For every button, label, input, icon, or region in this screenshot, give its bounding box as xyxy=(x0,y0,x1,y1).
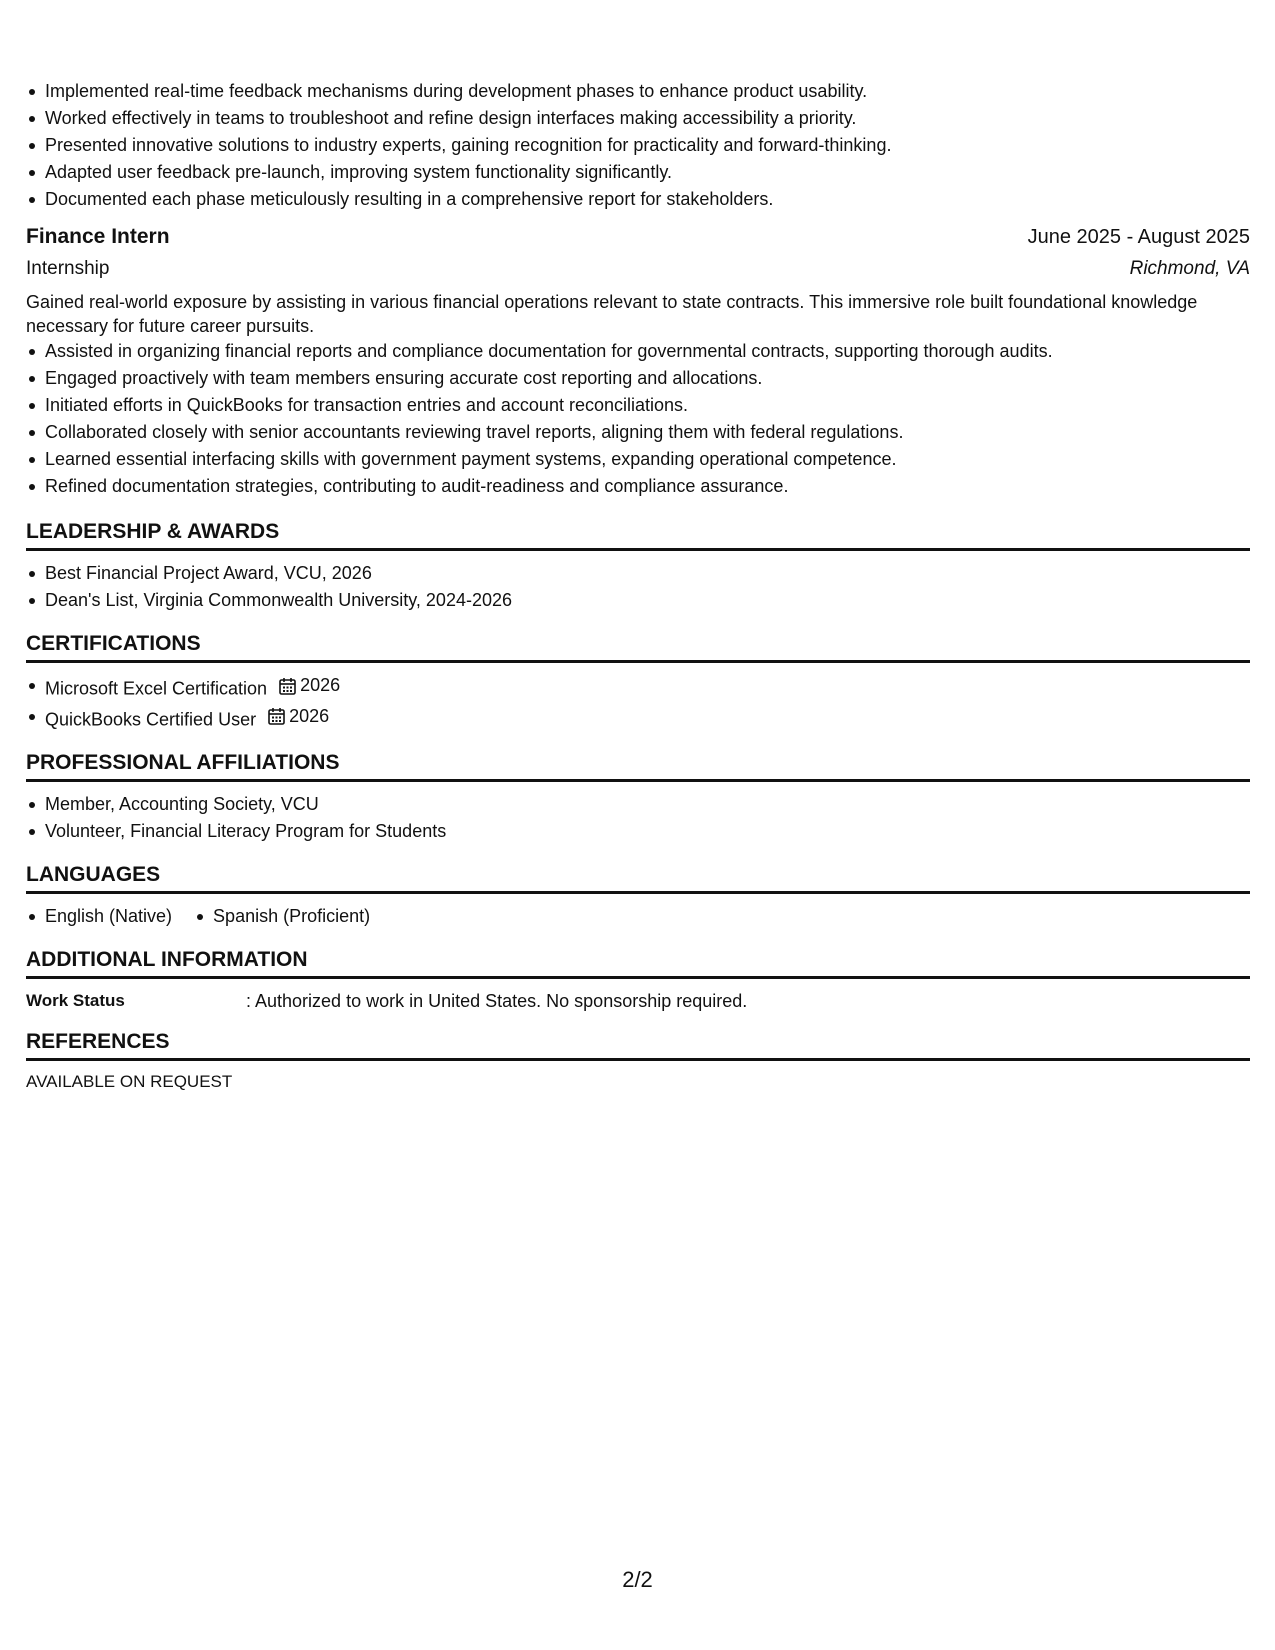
work-status-label: Work Status xyxy=(26,991,125,1010)
list-item: Worked effectively in teams to troubleshoot and refine design interfaces making accessibility a priority. xyxy=(26,105,1250,132)
affiliations-section-title: PROFESSIONAL AFFILIATIONS xyxy=(26,749,1250,782)
page-number: 2/2 xyxy=(622,1567,653,1592)
certification-name: Microsoft Excel Certification xyxy=(45,678,268,699)
list-item: Engaged proactively with team members ensuring accurate cost reporting and allocations. xyxy=(26,365,1250,392)
list-item: Member, Accounting Society, VCU xyxy=(26,791,1250,818)
job-header xyxy=(26,222,1250,252)
language-item: Spanish (Proficient) xyxy=(194,903,370,930)
list-item: Refined documentation strategies, contributing to audit-readiness and compliance assurance. xyxy=(26,473,1250,500)
list-item: Initiated efforts in QuickBooks for transaction entries and account reconciliations. xyxy=(26,392,1250,419)
references-section-title: REFERENCES xyxy=(26,1028,1250,1061)
job-subheader xyxy=(26,254,1250,284)
certifications-list xyxy=(26,672,1250,733)
leadership-list xyxy=(26,560,1250,614)
language-item: English (Native) xyxy=(26,903,172,930)
work-status-row xyxy=(26,988,1250,1014)
list-item: Assisted in organizing financial reports and compliance documentation for governmental contracts, supporting thorough audits. xyxy=(26,338,1250,365)
certification-year: 2026 xyxy=(300,675,341,695)
list-item xyxy=(26,703,1250,734)
job-location: Richmond, VA xyxy=(1129,258,1250,279)
languages-section-title: LANGUAGES xyxy=(26,861,1250,894)
finance-intern-bullets xyxy=(26,338,1250,500)
resume-page-2 xyxy=(26,78,1250,1094)
leadership-section-title: LEADERSHIP & AWARDS xyxy=(26,518,1250,551)
list-item: Best Financial Project Award, VCU, 2026 xyxy=(26,560,1250,587)
job-type: Internship xyxy=(26,258,110,279)
affiliations-list xyxy=(26,791,1250,845)
job-title: Finance Intern xyxy=(26,225,170,248)
work-status-value: : Authorized to work in United States. No sponsorship required. xyxy=(246,991,748,1011)
list-item: Presented innovative solutions to industry experts, gaining recognition for practicality and forward-thinking. xyxy=(26,132,1250,159)
list-item: Dean's List, Virginia Commonwealth University, 2024-2026 xyxy=(26,587,1250,614)
certification-year: 2026 xyxy=(289,705,330,726)
list-item: Adapted user feedback pre-launch, improving system functionality significantly. xyxy=(26,159,1250,186)
additional-info-section-title: ADDITIONAL INFORMATION xyxy=(26,946,1250,979)
list-item: Collaborated closely with senior accountants reviewing travel reports, aligning them with federal regulations. xyxy=(26,419,1250,446)
job-summary: Gained real-world exposure by assisting in various financial operations relevant to state contracts. This immersive role built foundational knowledge necessary for future career pursuits. xyxy=(26,292,1198,336)
certification-name: QuickBooks Certified User xyxy=(45,709,257,729)
list-item: Documented each phase meticulously resulting in a comprehensive report for stakeholders. xyxy=(26,186,1250,213)
list-item: Implemented real-time feedback mechanisms during development phases to enhance product usability. xyxy=(26,78,1250,105)
certifications-section-title: CERTIFICATIONS xyxy=(26,630,1250,663)
references-text: AVAILABLE ON REQUEST xyxy=(26,1072,233,1091)
languages-list xyxy=(26,903,1250,930)
finance-intern-entry xyxy=(26,222,1250,500)
list-item: Learned essential interfacing skills with government payment systems, expanding operational competence. xyxy=(26,446,1250,473)
previous-job-bullets xyxy=(26,78,1250,213)
list-item: Volunteer, Financial Literacy Program for Students xyxy=(26,818,1250,845)
calendar-icon xyxy=(268,707,285,725)
list-item xyxy=(26,672,1250,703)
certification-date xyxy=(268,703,329,730)
certification-date xyxy=(279,672,340,699)
job-dates: June 2025 - August 2025 xyxy=(1027,226,1250,248)
calendar-icon xyxy=(279,677,296,695)
